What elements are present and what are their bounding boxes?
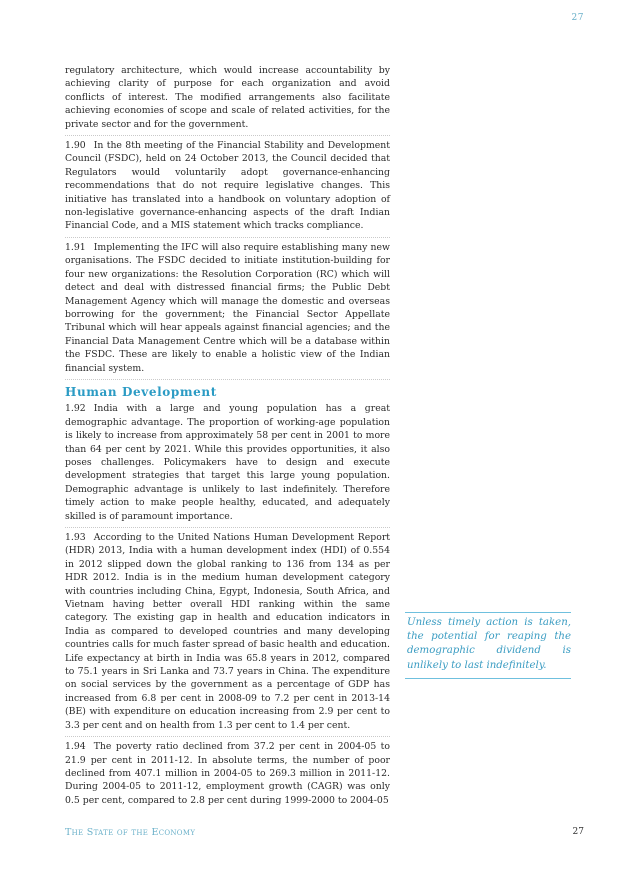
paragraph-number: 1.91	[65, 241, 86, 253]
paragraph-number: 1.94	[65, 741, 86, 753]
pullquote: Unless timely action is taken, the potential for reaping the demographic dividend is unlikely to last indefinitely.	[405, 612, 571, 679]
paragraph-number: 1.93	[65, 532, 86, 543]
main-text-column	[65, 64, 390, 814]
paragraph-number: 1.90	[65, 140, 86, 152]
paragraph-1-91	[65, 241, 390, 380]
footer-title-text: The State of the Economy	[65, 827, 196, 838]
header-page-number: 27	[571, 13, 584, 23]
paragraph-number: 1.92	[65, 403, 86, 415]
paragraph-1-94	[65, 740, 390, 811]
footer-page-number: 27	[572, 827, 584, 837]
paragraph-text: According to the United Nations Human Development Report (HDR) 2013, India with a human development index (HDI) of 0.554 in 2012 slipped down the global ranking to 136 from 134 as per HDR 2012. India is in the medium human development category with countries including China, Egypt, Indonesia, South Africa, and Vietnam having better overall HDI ranking within the same category. The existing gap in health and education indicators in India as compared to developed countries and many developing countries calls for much faster spread of basic health and education. Life expectancy at birth in India was 65.8 years in 2012, compared to 75.1 years in Sri Lanka and 73.7 years in China. The expenditure on social services by the government as a percentage of GDP has increased from 6.8 per cent in 2008-09 to 7.2 per cent in 2013-14 (BE) with expenditure on education increasing from 2.9 per cent to 3.3 per cent and on health from 1.3 per cent to 1.4 per cent.	[65, 532, 390, 731]
paragraph-text: regulatory architecture, which would increase accountability by achieving clarity of purpose for each organization and avoid conflicts of interest. The modified arrangements also facilitate achieving economies of scope and scale of related activities, for the private sector and for the government.	[65, 65, 390, 130]
paragraph-text: India with a large and young population has a great demographic advantage. The proportion of working-age population is likely to increase from approximately 58 per cent in 2001 to more than 64 per cent by 2021. While this provides opportunities, it also poses challenges. Policymakers have to design and execute development strategies that target this large young population. Demographic advantage is unlikely to last indefinitely. Therefore timely action to make people healthy, educated, and adequately skilled is of paramount importance.	[65, 403, 390, 522]
footer-title	[65, 827, 195, 838]
paragraph-1-90	[65, 139, 390, 238]
paragraph-1-93	[65, 531, 390, 737]
paragraph-1-92	[65, 402, 390, 528]
paragraph-text: In the 8th meeting of the Financial Stability and Development Council (FSDC), held on 24 October 2013, the Council decided that Regulators would voluntarily adopt governance-enhancing recommendations that do not require legislative changes. This initiative has translated into a handbook on voluntary adoption of non-legislative governance-enhancing aspects of the draft Indian Financial Code, and a MIS statement which tracks compliance.	[65, 140, 390, 232]
paragraph-text: The poverty ratio declined from 37.2 per cent in 2004-05 to 21.9 per cent in 2011-12. In absolute terms, the number of poor declined from 407.1 million in 2004-05 to 269.3 million in 2011-12. During 2004-05 to 2011-12, employment growth (CAGR) was only 0.5 per cent, compared to 2.8 per cent during 1999-2000 to 2004-05	[65, 741, 390, 806]
paragraph-text: Implementing the IFC will also require establishing many new organisations. The FSDC decided to initiate institution-building for four new organizations: the Resolution Corporation (RC) which will detect and deal with distressed financial firms; the Public Debt Management Agency which will manage the domestic and overseas borrowing for the government; the Financial Sector Appellate Tribunal which will hear appeals against financial agencies; and the Financial Data Management Centre which will be a database within the FSDC. These are likely to enable a holistic view of the Indian financial system.	[65, 241, 390, 374]
section-heading: Human Development	[65, 384, 217, 399]
paragraph-continued	[65, 64, 390, 136]
